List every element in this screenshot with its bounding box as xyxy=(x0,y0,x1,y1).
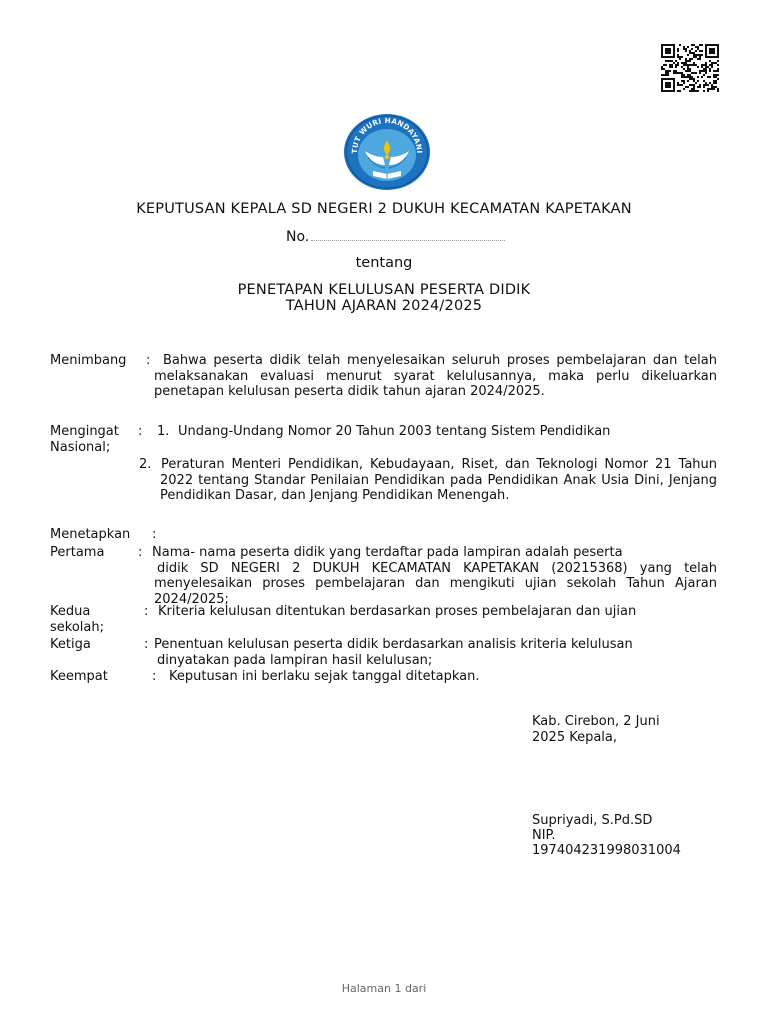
kedua-text: Kriteria kelulusan ditentukan berdasarkan proses pembelajaran dan ujian xyxy=(158,604,637,619)
decree-number-label: No. xyxy=(286,229,310,245)
kedua-colon: : xyxy=(144,604,149,619)
nip-label: NIP. xyxy=(532,828,556,843)
about-label: tentang xyxy=(355,255,413,271)
mengingat-item-2-text: Peraturan Menteri Pendidikan, Kebudayaan, Riset, dan Teknologi Nomor 21 Tahun 2022 tentang Standar Penilaian Pendidikan pada Pendidikan Anak Usia Dini, Jenjang Pendidikan Dasar, dan Jenjang Pendidikan Menengah. xyxy=(160,457,717,503)
subject-line-2: TAHUN AJARAN 2024/2025 xyxy=(285,298,483,314)
page-footer: Halaman 1 dari xyxy=(341,982,427,995)
ketiga-text: dinyatakan pada lampiran hasil kelulusan; xyxy=(157,652,433,668)
pertama-label: Pertama xyxy=(50,545,105,560)
keempat-colon: : xyxy=(152,669,157,684)
pertama-text: didik SD NEGERI 2 DUKUH KECAMATAN KAPETAKAN (20215368) yang telah menyelesaikan proses pembelajaran dan mengikuti ujian sekolah Tahun Ajaran 2024/2025; xyxy=(154,560,717,607)
menetapkan-label: Menetapkan xyxy=(50,527,131,542)
mengingat-item-1-number: 1. xyxy=(157,424,170,439)
menimbang-text: Bahwa peserta didik telah menyelesaikan seluruh proses pembelajaran dan telah melaksanakan evaluasi menurut syarat kelulusannya, maka perlu dikeluarkan penetapan kelulusan peserta didik tahun ajaran 2024/2025. xyxy=(154,353,717,399)
menetapkan-colon: : xyxy=(152,527,157,542)
mengingat-colon: : xyxy=(138,424,143,439)
kedua-text-continuation: sekolah; xyxy=(50,619,104,635)
svg-text:TUT WURI HANDAYANI: TUT WURI HANDAYANI xyxy=(349,115,425,154)
signature-title: 2025 Kepala, xyxy=(532,730,618,745)
menimbang-label: Menimbang xyxy=(50,353,127,368)
decree-body xyxy=(50,0,717,1024)
pertama-text-first-line: Nama- nama peserta didik yang terdaftar pada lampiran adalah peserta xyxy=(152,545,623,560)
mengingat-item-1-text: Undang-Undang Nomor 20 Tahun 2003 tentang Sistem Pendidikan xyxy=(178,424,611,439)
nip-number: 197404231998031004 xyxy=(532,843,681,858)
menimbang-colon: : xyxy=(146,353,151,368)
subject-line-1: PENETAPAN KELULUSAN PESERTA DIDIK xyxy=(237,282,531,298)
ketiga-colon: : xyxy=(144,637,149,652)
pertama-colon: : xyxy=(138,545,143,560)
keempat-text: Keputusan ini berlaku sejak tanggal ditetapkan. xyxy=(169,669,480,684)
mengingat-label: Mengingat xyxy=(50,424,119,439)
ketiga-label: Ketiga xyxy=(50,637,91,652)
signatory-name: Supriyadi, S.Pd.SD xyxy=(532,813,653,828)
signature-place-date: Kab. Cirebon, 2 Juni xyxy=(532,714,660,729)
kedua-label: Kedua xyxy=(50,604,91,619)
ketiga-text-first-line: Penentuan kelulusan peserta didik berdasarkan analisis kriteria kelulusan xyxy=(154,637,633,652)
keempat-label: Keempat xyxy=(50,669,108,684)
mengingat-item-1-continuation: Nasional; xyxy=(50,439,111,455)
mengingat-item-2-number: 2. xyxy=(139,457,152,472)
decree-title: KEPUTUSAN KEPALA SD NEGERI 2 DUKUH KECAMATAN KAPETAKAN xyxy=(136,201,632,217)
